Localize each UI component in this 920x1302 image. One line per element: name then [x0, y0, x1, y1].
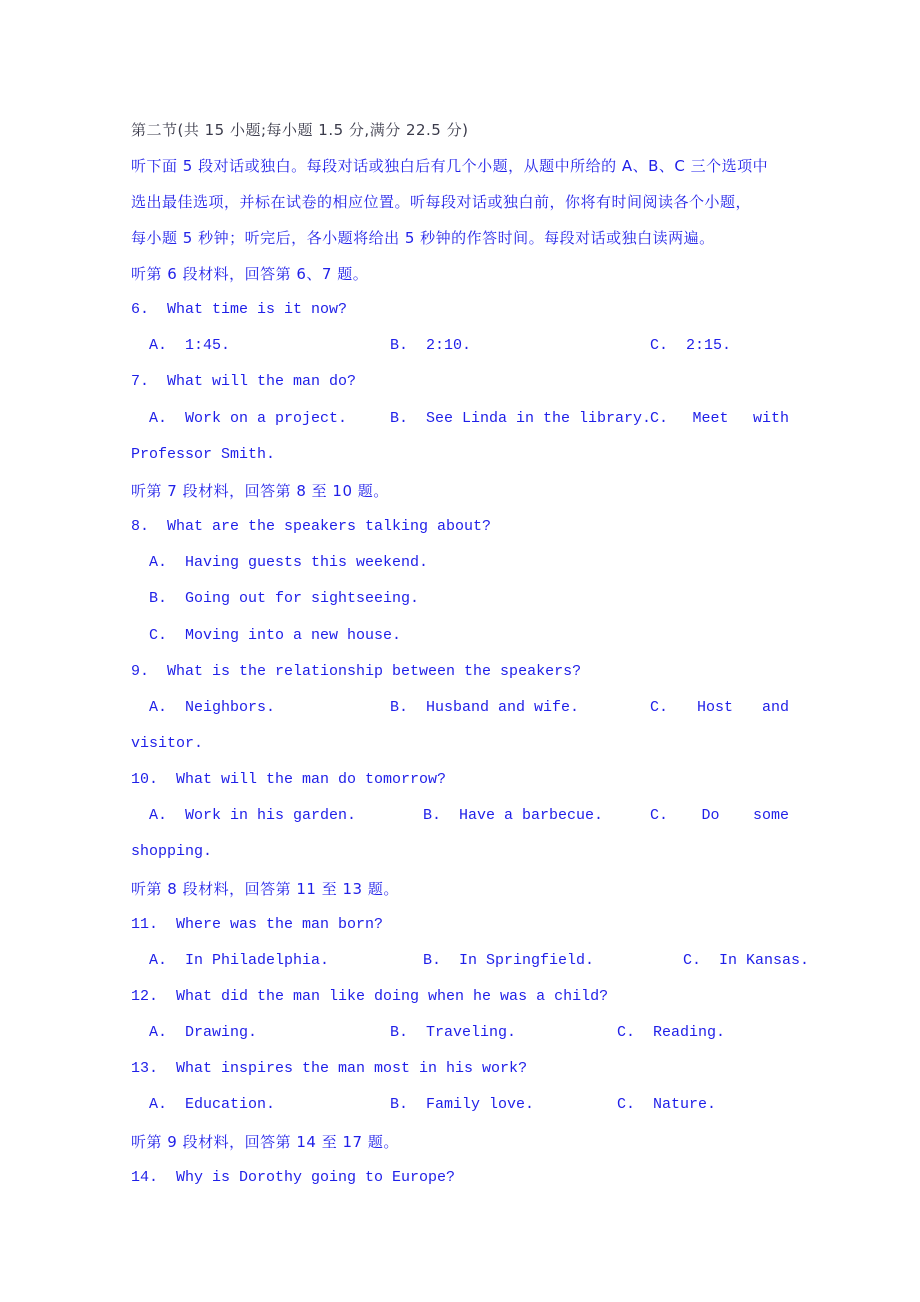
instruction-line: 选出最佳选项，并标在试卷的相应位置。听每段对话或独白前，你将有时间阅读各个小题，	[131, 193, 752, 211]
answer-option: C. Reading.	[617, 1024, 726, 1041]
answer-option: A. Work on a project.	[149, 410, 348, 427]
answer-option: A. Having guests this weekend.	[149, 554, 429, 571]
answer-option: A. Education.	[149, 1096, 276, 1113]
question-text: 6. What time is it now?	[131, 301, 348, 318]
answer-option: A. In Philadelphia.	[149, 952, 330, 969]
answer-option: C. Host and	[650, 699, 789, 716]
option-continuation: Professor Smith.	[131, 446, 276, 463]
answer-option: B. Going out for sightseeing.	[149, 590, 420, 607]
answer-option: A. Drawing.	[149, 1024, 258, 1041]
option-continuation: shopping.	[131, 843, 213, 860]
section-heading: 第二节(共 15 小题;每小题 1.5 分,满分 22.5 分)	[131, 121, 469, 139]
section-instruction: 听第 7 段材料，回答第 8 至 10 题。	[131, 482, 389, 500]
question-text: 7. What will the man do?	[131, 373, 357, 390]
question-text: 12. What did the man like doing when he was a child?	[131, 988, 609, 1005]
answer-option: B. In Springfield.	[423, 952, 595, 969]
question-text: 13. What inspires the man most in his work?	[131, 1060, 528, 1077]
question-text: 8. What are the speakers talking about?	[131, 518, 492, 535]
answer-option: A. 1:45.	[149, 337, 231, 354]
answer-option: C. Nature.	[617, 1096, 717, 1113]
option-continuation: visitor.	[131, 735, 204, 752]
answer-option: B. Family love.	[390, 1096, 535, 1113]
answer-option: B. See Linda in the library.	[390, 410, 652, 427]
answer-option: C. 2:15.	[650, 337, 732, 354]
answer-option: A. Work in his garden.	[149, 807, 357, 824]
answer-option: B. Have a barbecue.	[423, 807, 604, 824]
answer-option: C. In Kansas.	[683, 952, 810, 969]
question-text: 14. Why is Dorothy going to Europe?	[131, 1169, 456, 1186]
answer-option: C. Do some	[650, 807, 789, 824]
answer-option: C. Meet with	[650, 410, 789, 427]
section-instruction: 听第 8 段材料，回答第 11 至 13 题。	[131, 880, 399, 898]
question-text: 11. Where was the man born?	[131, 916, 384, 933]
section-instruction: 听第 6 段材料，回答第 6、7 题。	[131, 265, 369, 283]
answer-option: C. Moving into a new house.	[149, 627, 402, 644]
answer-option: B. 2:10.	[390, 337, 472, 354]
answer-option: B. Traveling.	[390, 1024, 517, 1041]
instruction-line: 每小题 5 秒钟；听完后，各小题将给出 5 秒钟的作答时间。每段对话或独白读两遍。	[131, 229, 715, 247]
section-instruction: 听第 9 段材料，回答第 14 至 17 题。	[131, 1133, 399, 1151]
answer-option: A. Neighbors.	[149, 699, 276, 716]
instruction-line: 听下面 5 段对话或独白。每段对话或独白后有几个小题，从题中所给的 A、B、C 三个选项中	[131, 157, 769, 175]
question-text: 10. What will the man do tomorrow?	[131, 771, 447, 788]
question-text: 9. What is the relationship between the speakers?	[131, 663, 582, 680]
answer-option: B. Husband and wife.	[390, 699, 580, 716]
